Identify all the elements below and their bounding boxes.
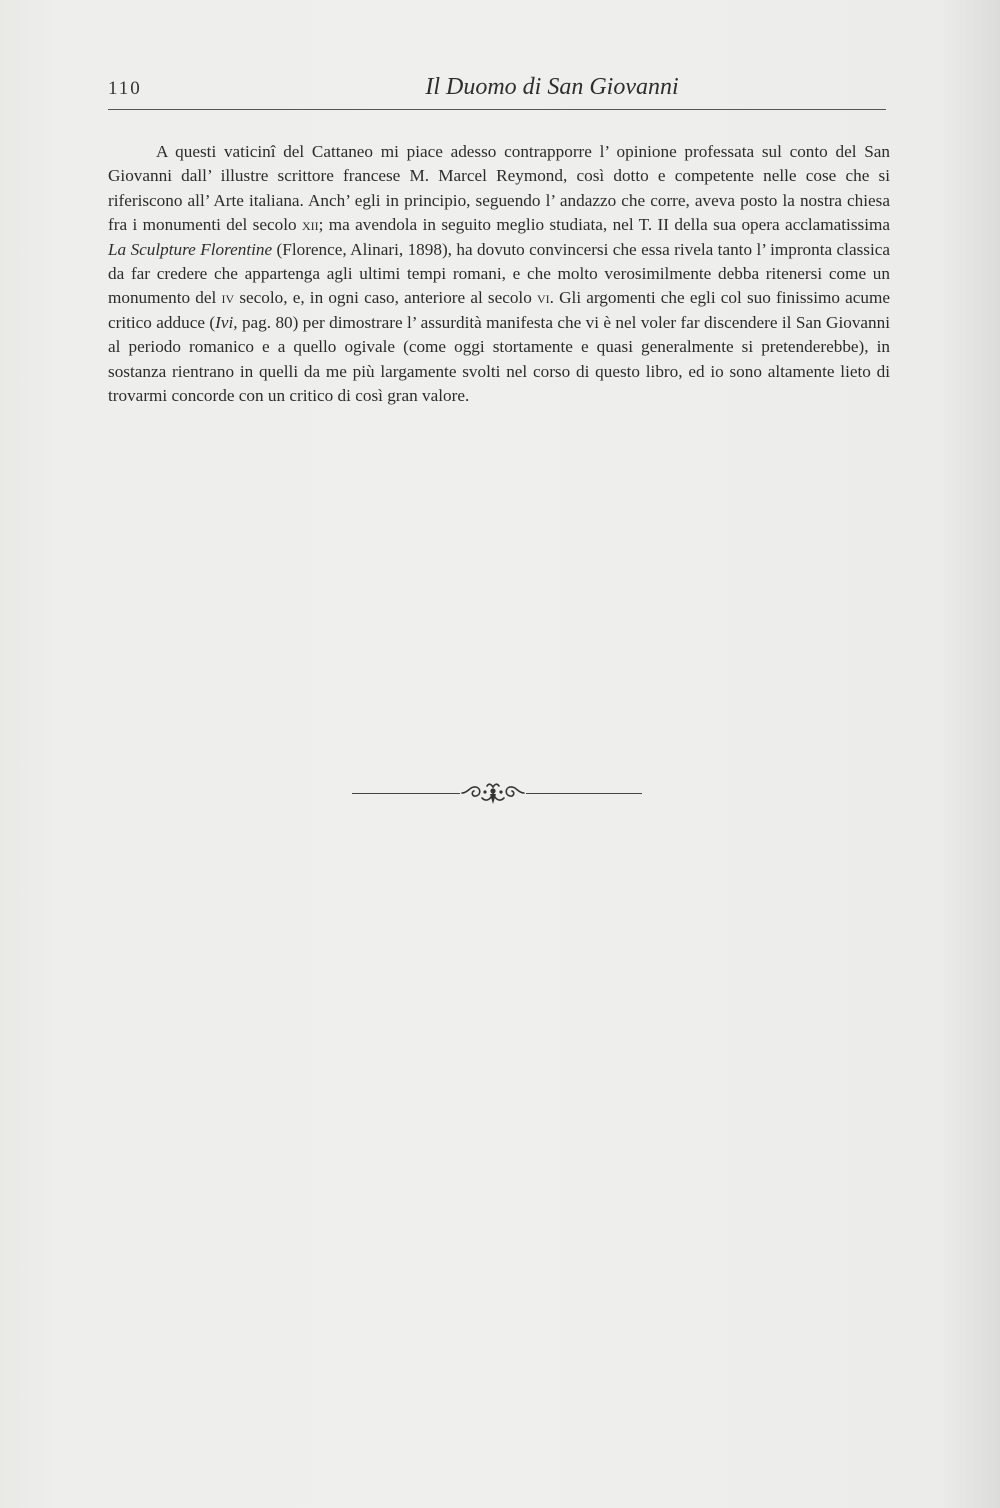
roman-numeral: xii: [301, 215, 319, 235]
text-segment: (Florence, Alinari, 1898), ha dovuto convincersi che essa rivela tanto l’ impronta classica da far credere che appartenga agli ultimi tempi romani, e che molto verosimilmente debba ritenersi come un monumento del: [108, 239, 890, 308]
text-segment: . Gli argomenti che egli col suo finissimo acume critico adduce (: [108, 288, 891, 332]
running-title: Il Duomo di San Giovanni: [425, 74, 679, 100]
book-title: La Sculpture Florentine: [108, 239, 273, 259]
ornament-rule-left: [352, 793, 460, 794]
text-segment: secolo, e, in ogni caso, anteriore al secolo: [234, 288, 537, 308]
text-segment: pag. 80) per dimostrare l’ assurdità manifesta che vi è nel voler far discendere il San Giovanni al periodo romanico e a quello ogivale (come oggi stortamente e quasi generalmente si pretenderebbe), in sostanza rientrano in quelli da me più largamente svolti nel corso di questo libro, ed io sono altamente lieto di trovarmi concorde con un critico di così gran valore.: [108, 312, 891, 406]
paragraph: [108, 140, 890, 408]
header-rule: [108, 109, 886, 110]
roman-numeral: iv: [221, 288, 235, 308]
body-text: [108, 140, 890, 408]
ornament-rule-right: [526, 793, 642, 794]
page-number: 110: [108, 78, 142, 99]
running-head: [108, 74, 886, 108]
text-segment: A questi vaticinî del Cattaneo mi piace adesso contrapporre l’ opinione professata sul conto del San Giovanni dall’ illustre scrittore francese M. Marcel Reymond, così dotto e competente nelle cose che si riferiscono all’ Arte italiana. Anch’ egli in principio, seguendo l’ andazzo che corre, aveva posto la nostra chiesa fra i monumenti del secolo: [108, 142, 890, 235]
roman-numeral: vi: [536, 288, 550, 308]
text-segment: ; ma avendola in seguito meglio studiata, nel T. II della sua opera acclamatissima: [318, 215, 890, 235]
section-ornament: [352, 780, 642, 806]
citation-ivi: Ivi,: [215, 312, 238, 332]
fleuron-ornament-icon: [460, 780, 526, 806]
